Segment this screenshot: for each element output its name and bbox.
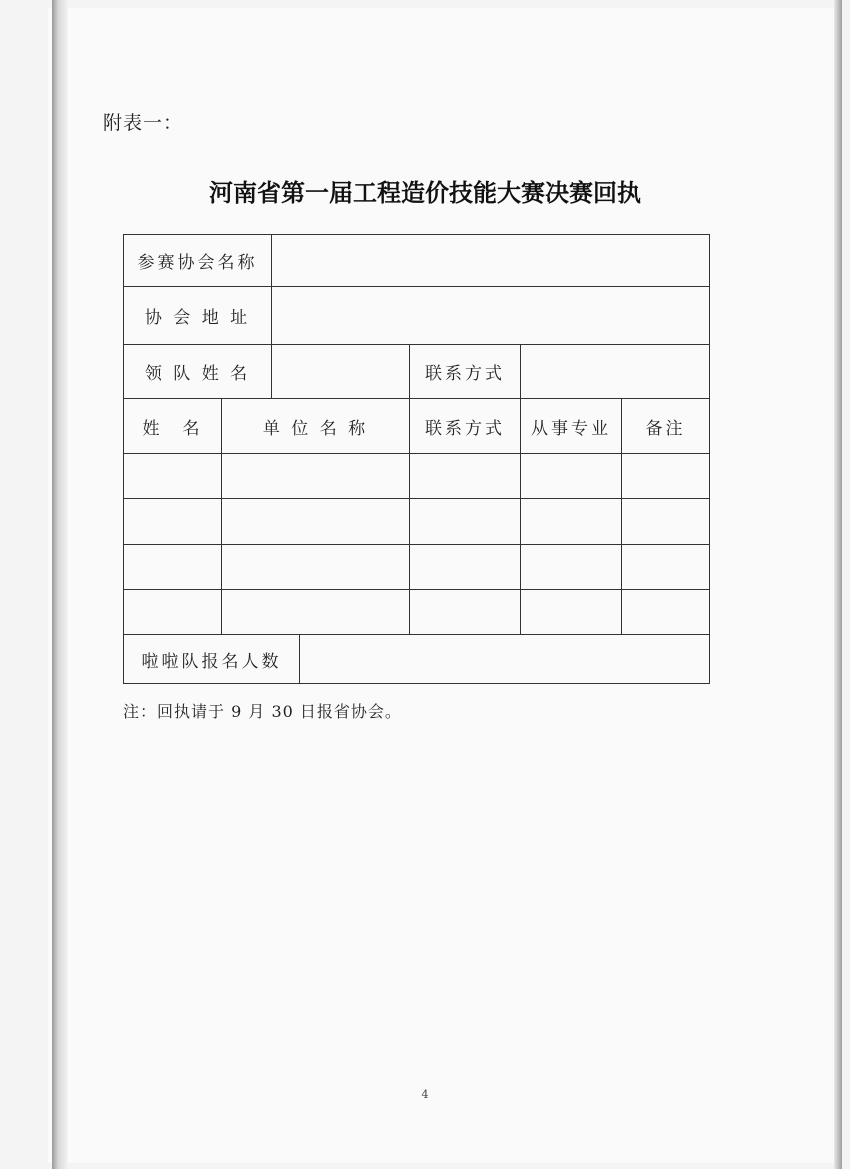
participant-name-field[interactable] (124, 590, 222, 634)
page-number: 4 (421, 1088, 429, 1101)
participant-unit-field[interactable] (222, 499, 410, 544)
participant-contact-field[interactable] (410, 590, 521, 634)
association-name-label: 参赛协会名称 (124, 235, 272, 286)
column-header-name: 姓 名 (124, 399, 222, 453)
participants-header-row (124, 399, 709, 454)
association-name-field[interactable] (272, 235, 709, 286)
column-header-contact: 联系方式 (410, 399, 521, 453)
table-row (124, 590, 709, 635)
participant-name-field[interactable] (124, 545, 222, 589)
participant-specialty-field[interactable] (521, 545, 622, 589)
footnote: 注：回执请于 9 月 30 日报省协会。 (123, 702, 402, 721)
table-row (124, 454, 709, 499)
row-leader (124, 345, 709, 399)
document-title: 河南省第一届工程造价技能大赛决赛回执 (209, 178, 641, 207)
column-header-remarks: 备注 (645, 418, 686, 439)
participant-name-field[interactable] (124, 454, 222, 498)
leader-contact-label: 联系方式 (410, 345, 521, 398)
participant-unit-field[interactable] (222, 454, 410, 498)
participant-unit-field[interactable] (222, 545, 410, 589)
participant-specialty-field[interactable] (521, 590, 622, 634)
participant-remarks-field[interactable] (622, 499, 709, 544)
participant-unit-field[interactable] (222, 590, 410, 634)
participant-specialty-field[interactable] (521, 454, 622, 498)
attachment-label: 附表一： (103, 112, 184, 134)
participant-remarks-field[interactable] (622, 454, 709, 498)
row-association-address (124, 287, 709, 345)
leader-name-field[interactable] (272, 345, 410, 398)
participant-contact-field[interactable] (410, 454, 521, 498)
cheer-team-count-field[interactable] (300, 635, 709, 683)
row-association-name (124, 235, 709, 287)
cheer-team-count-label: 啦啦队报名人数 (124, 635, 300, 683)
table-row (124, 499, 709, 545)
participant-remarks-field[interactable] (622, 545, 709, 589)
column-header-specialty: 从事专业 (521, 399, 622, 453)
association-address-field[interactable] (272, 287, 709, 344)
participant-contact-field[interactable] (410, 499, 521, 544)
registration-form-table (123, 234, 710, 684)
participant-remarks-field[interactable] (622, 590, 709, 634)
participant-specialty-field[interactable] (521, 499, 622, 544)
participant-contact-field[interactable] (410, 545, 521, 589)
leader-name-label: 领 队 姓 名 (124, 345, 272, 398)
table-row (124, 545, 709, 590)
participant-name-field[interactable] (124, 499, 222, 544)
column-header-unit: 单 位 名 称 (222, 399, 410, 453)
leader-contact-field[interactable] (521, 345, 709, 398)
association-address-label: 协 会 地 址 (124, 287, 272, 344)
row-cheer-team (124, 635, 709, 683)
